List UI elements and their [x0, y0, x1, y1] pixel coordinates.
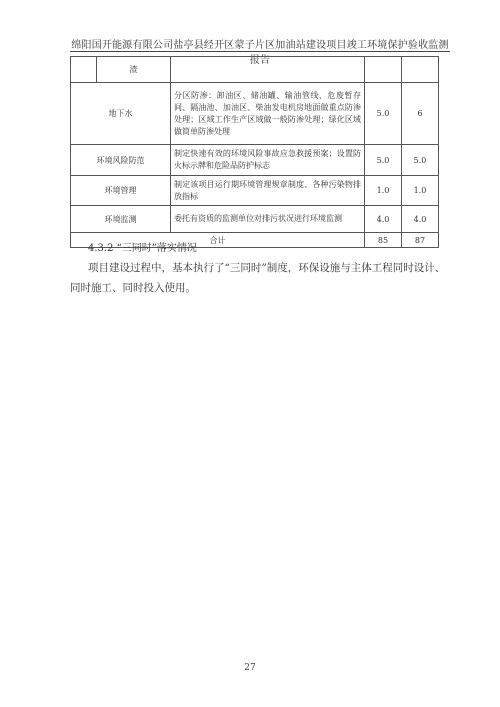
planned-value: 1.0 — [365, 176, 402, 206]
table-row — [71, 145, 439, 176]
item-name: 环境管理 — [71, 176, 171, 206]
planned-value: 4.0 — [365, 206, 402, 233]
item-measure: 委托有资质的监测单位对排污状况进行环境监测 — [171, 206, 365, 233]
item-measure: 制定快速有效的环境风险事故应急救援预案；设置防火标示牌和危险品防护标志 — [171, 145, 365, 176]
item-measure: 制定该项目运行期环境管理规章制度、各种污染物排放指标 — [171, 176, 365, 206]
total-label: 合计 — [71, 233, 365, 248]
page-number: 27 — [244, 663, 256, 673]
empty-cell — [402, 57, 439, 83]
planned-value: 5.0 — [365, 83, 402, 145]
table-row-carry — [71, 57, 439, 83]
empty-cell — [71, 57, 97, 83]
total-planned: 85 — [365, 233, 402, 248]
actual-value: 1.0 — [402, 176, 439, 206]
item-name: 环境监测 — [71, 206, 171, 233]
item-name: 地下水 — [71, 83, 171, 145]
item-measure: 分区防渗：卸油区、储油罐、输油管线、危废暂存间、隔油池、加油区、柴油发电机房地面做重点防渗处理；区域工作生产区域做一般防渗处理；绿化区域做简单防渗处理 — [171, 83, 365, 145]
section-heading: 4.3.2 “三同时”落实情况 — [88, 243, 197, 254]
report-header-title: 绵阳国开能源有限公司盐亭县经开区蒙子片区加油站建设项目竣工环境保护验收监测报告 — [71, 40, 449, 66]
paragraph-line: 项目建设过程中，基本执行了“三同时”制度，环保设施与主体工程同时设计、 — [88, 262, 446, 274]
paragraph-line: 同时施工、同时投入使用。 — [70, 282, 196, 294]
planned-value: 5.0 — [365, 145, 402, 176]
empty-cell — [365, 57, 402, 83]
header-divider — [70, 51, 450, 52]
item-name: 环境风险防范 — [71, 145, 171, 176]
actual-value: 6 — [402, 83, 439, 145]
section-paragraph — [70, 258, 460, 298]
carry-label: 渣 — [97, 57, 171, 83]
table-row — [71, 176, 439, 206]
table-row — [71, 206, 439, 233]
total-actual: 87 — [402, 233, 439, 248]
investment-table — [70, 56, 439, 248]
table-row — [71, 83, 439, 145]
empty-cell — [171, 57, 365, 83]
actual-value: 4.0 — [402, 206, 439, 233]
actual-value: 5.0 — [402, 145, 439, 176]
